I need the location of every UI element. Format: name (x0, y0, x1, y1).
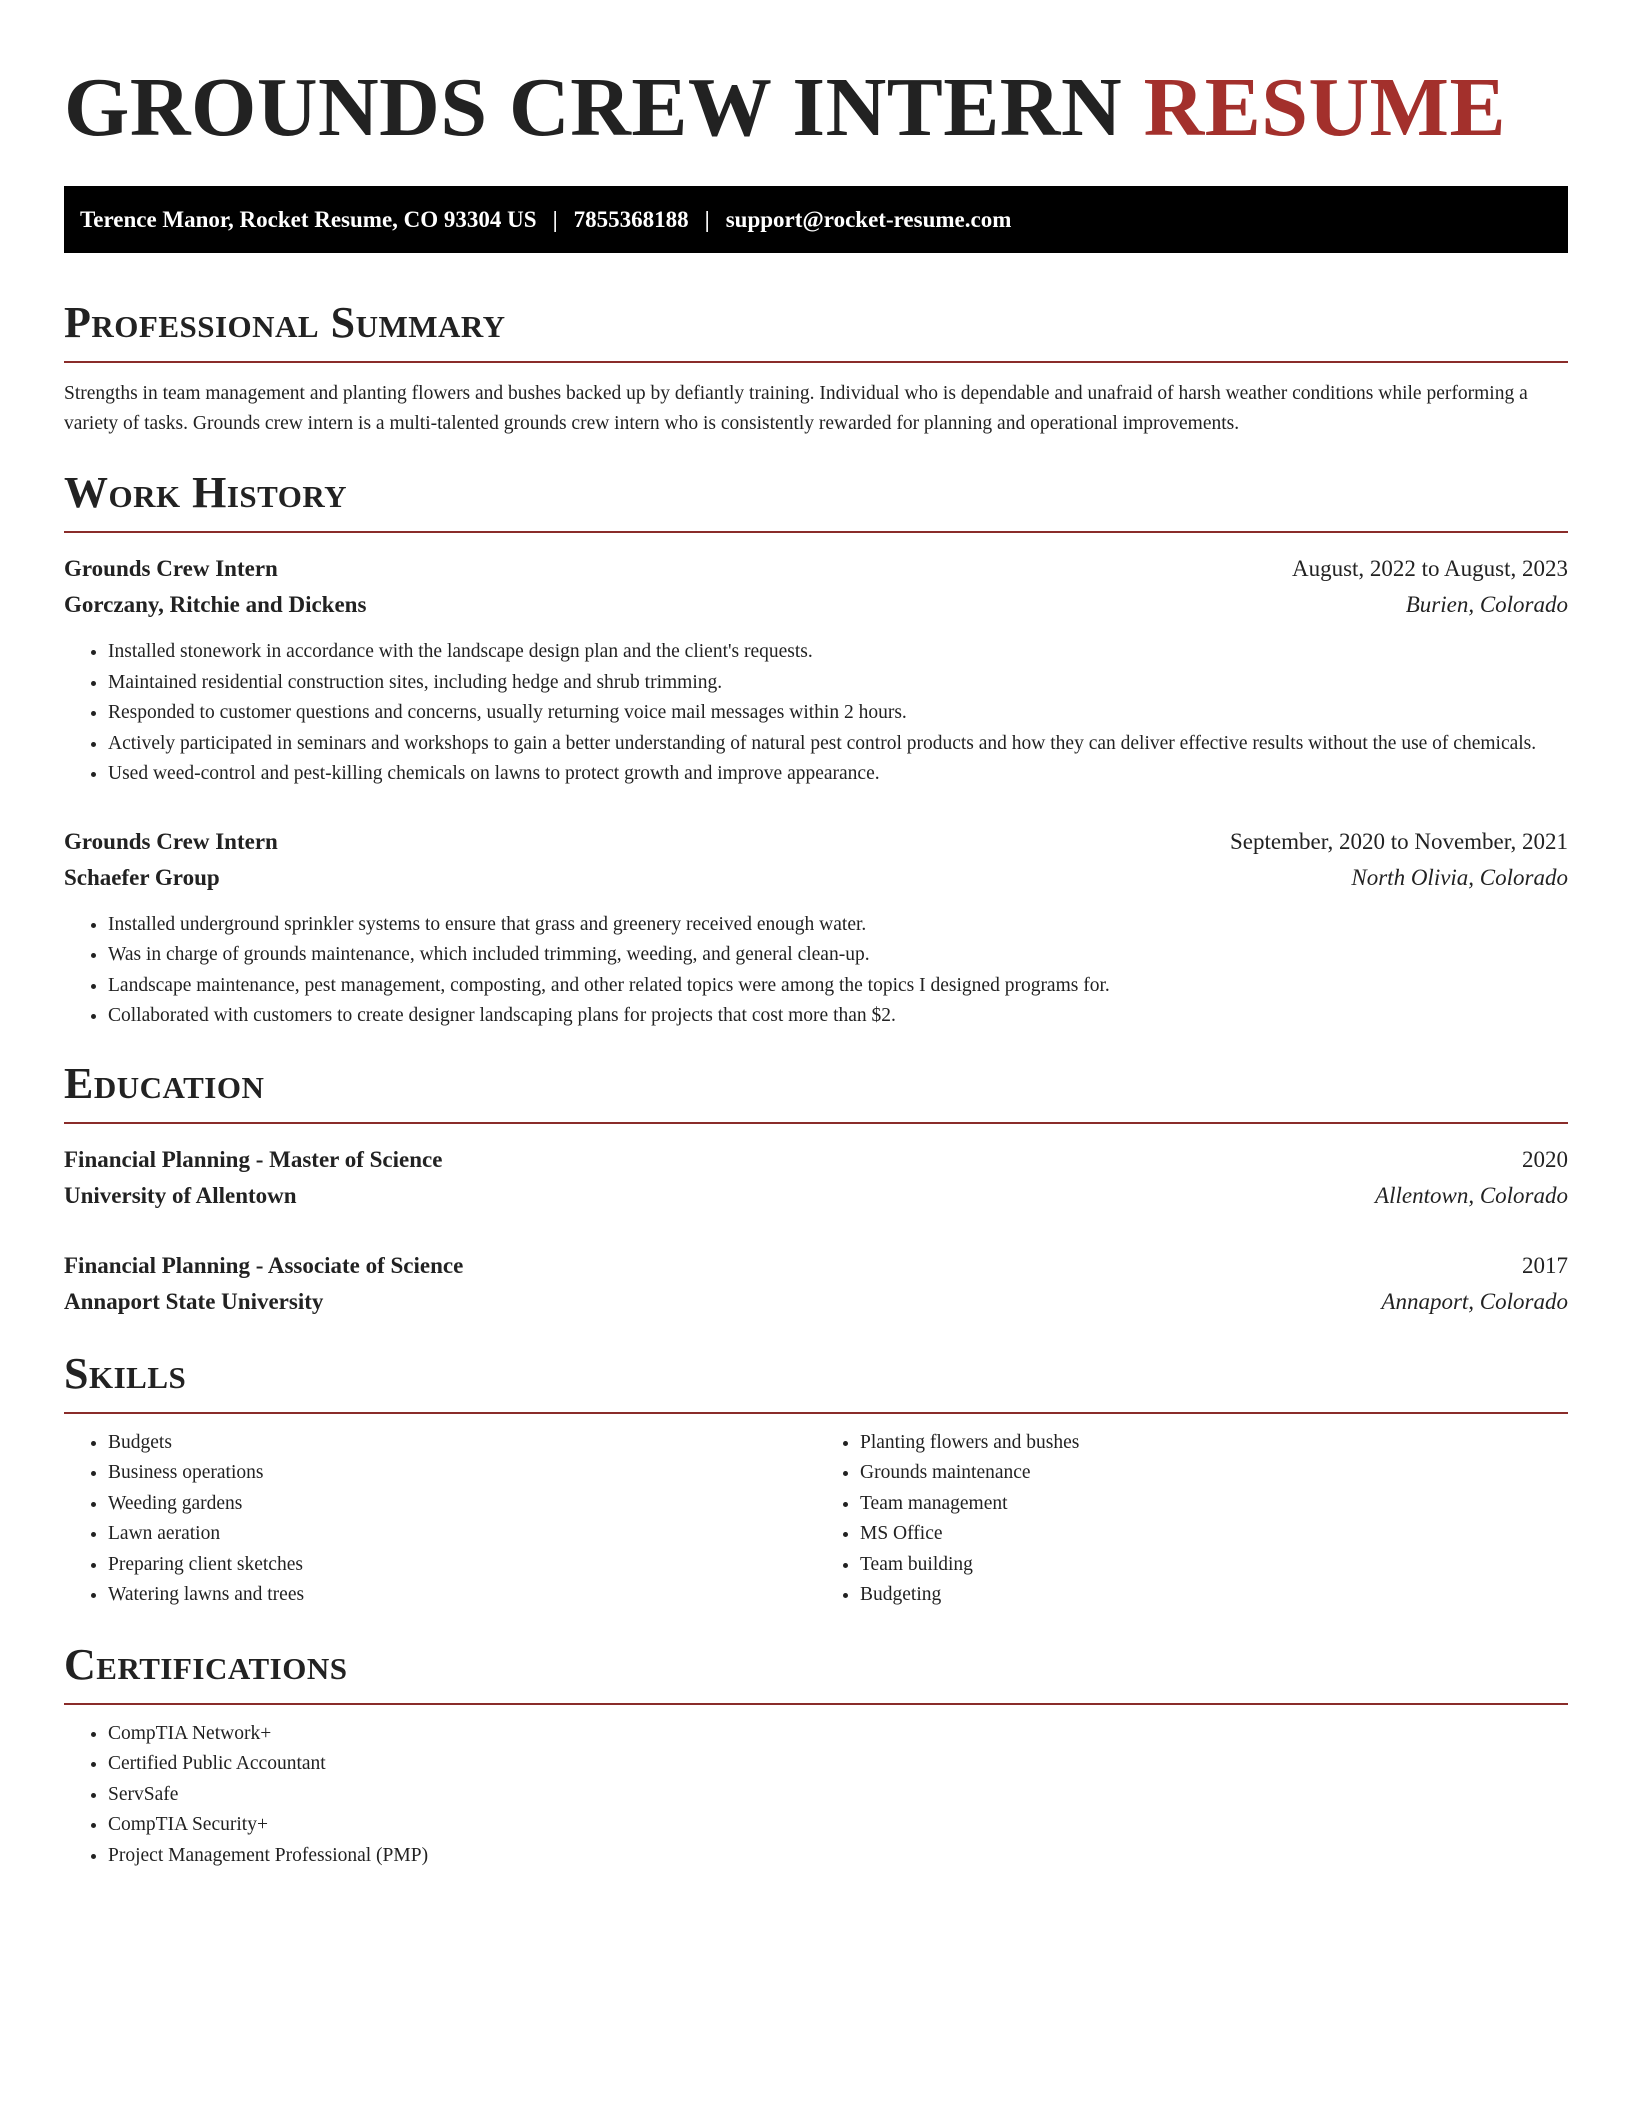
job-title: Grounds Crew Intern (64, 556, 278, 581)
list-item: • Team building (860, 1550, 1568, 1581)
graduation-year: 2020 (1522, 1146, 1568, 1172)
list-item: • Actively participated in seminars and workshops to gain a better understanding of natural pest control products and how they can deliver effective results without the use of chemicals. (108, 729, 1568, 760)
job-company: Schaefer Group (64, 864, 220, 890)
list-item: • Budgets (108, 1428, 816, 1459)
list-item: • Project Management Professional (PMP) (108, 1841, 1568, 1872)
skills-list-right (816, 1428, 1568, 1611)
list-item: • Budgeting (860, 1580, 1568, 1611)
school-location: Annaport, Colorado (1381, 1288, 1568, 1314)
job-bullets (64, 910, 1568, 1032)
school-location: Allentown, Colorado (1375, 1182, 1568, 1208)
skills-columns (64, 1428, 1568, 1611)
list-item: • CompTIA Network+ (108, 1719, 1568, 1750)
list-item: • Landscape maintenance, pest management, composting, and other related topics were among the topics I designed programs for. (108, 971, 1568, 1002)
section-divider (64, 361, 1568, 363)
list-item: • MS Office (860, 1519, 1568, 1550)
list-item: • Planting flowers and bushes (860, 1428, 1568, 1459)
list-item: • Collaborated with customers to create designer landscaping plans for projects that cost more than $2. (108, 1001, 1568, 1032)
education-entry (64, 1248, 1568, 1320)
certifications-list (64, 1719, 1568, 1872)
summary-section (64, 298, 1568, 439)
list-item: • Grounds maintenance (860, 1458, 1568, 1489)
skills-list-left (64, 1428, 816, 1611)
list-item: • Watering lawns and trees (108, 1580, 816, 1611)
list-item: • Maintained residential construction sites, including hedge and shrub trimming. (108, 668, 1568, 699)
education-section (64, 1058, 1568, 1320)
contact-address: Terence Manor, Rocket Resume, CO 93304 US (80, 206, 537, 232)
job-entry (64, 824, 1568, 1032)
contact-separator: | (552, 206, 558, 232)
graduation-year: 2017 (1522, 1252, 1568, 1278)
job-entry (64, 551, 1568, 790)
list-item: • Installed underground sprinkler systems to ensure that grass and greenery received enough water. (108, 910, 1568, 941)
job-dates: August, 2022 to August, 2023 (1291, 556, 1568, 581)
degree: Financial Planning - Master of Science (64, 1146, 443, 1172)
contact-phone: 7855368188 (573, 206, 689, 232)
work-history-section (64, 468, 1568, 1032)
contact-bar (64, 186, 1568, 253)
list-item: • Installed stonework in accordance with the landscape design plan and the client's requests. (108, 637, 1568, 668)
title-accent: RESUME (1143, 61, 1506, 154)
job-title: Grounds Crew Intern (64, 828, 278, 854)
section-divider (64, 1412, 1568, 1414)
list-item: • Business operations (108, 1458, 816, 1489)
list-item: • Team management (860, 1489, 1568, 1520)
list-item: • Preparing client sketches (108, 1550, 816, 1581)
degree: Financial Planning - Associate of Science (64, 1252, 464, 1278)
section-divider (64, 531, 1568, 533)
job-dates: September, 2020 to November, 2021 (1230, 828, 1568, 854)
school-name: Annaport State University (64, 1288, 324, 1314)
contact-separator: | (704, 206, 710, 232)
list-item: • Lawn aeration (108, 1519, 816, 1550)
title-main: GROUNDS CREW INTERN (64, 61, 1123, 154)
job-company: Gorczany, Ritchie and Dickens (64, 592, 367, 617)
job-location: North Olivia, Colorado (1351, 864, 1568, 890)
section-heading-certifications: Certifications (64, 1639, 348, 1689)
section-heading-summary: Professional Summary (64, 298, 506, 347)
job-location: Burien, Colorado (1405, 592, 1568, 617)
list-item: • Certified Public Accountant (108, 1749, 1568, 1780)
section-heading-skills: Skills (64, 1348, 187, 1398)
school-name: University of Allentown (64, 1182, 297, 1208)
certifications-section (64, 1639, 1568, 1872)
section-heading-education: Education (64, 1058, 265, 1108)
section-divider (64, 1703, 1568, 1705)
list-item: • ServSafe (108, 1780, 1568, 1811)
list-item: • Weeding gardens (108, 1489, 816, 1520)
section-heading-work-history: Work History (64, 468, 348, 517)
resume-title (64, 61, 1568, 154)
summary-text: Strengths in team management and planting flowers and bushes backed up by defiantly training. Individual who is dependable and unafraid of harsh weather conditions while performing a variety of tasks. Grounds crew intern is a multi-talented grounds crew intern who is consistently rewarded for planning and operational improvements. (64, 383, 1528, 434)
list-item: • CompTIA Security+ (108, 1810, 1568, 1841)
list-item: • Used weed-control and pest-killing chemicals on lawns to protect growth and improve appearance. (108, 759, 1568, 790)
section-divider (64, 1122, 1568, 1124)
list-item: • Responded to customer questions and concerns, usually returning voice mail messages within 2 hours. (108, 698, 1568, 729)
skills-section (64, 1348, 1568, 1611)
contact-email: support@rocket-resume.com (725, 206, 1012, 232)
job-bullets (64, 637, 1568, 790)
education-entry (64, 1142, 1568, 1214)
list-item: • Was in charge of grounds maintenance, which included trimming, weeding, and general clean-up. (108, 940, 1568, 971)
